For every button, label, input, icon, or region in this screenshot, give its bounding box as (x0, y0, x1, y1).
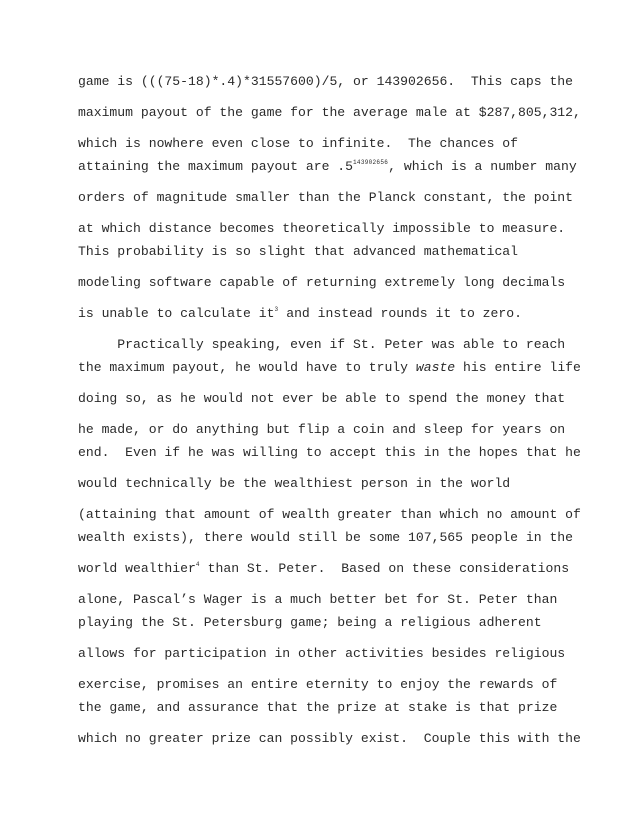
text-line-9 (78, 304, 578, 324)
text-run: his entire life (455, 360, 581, 375)
text-run: is unable to calculate it (78, 306, 275, 321)
text-line-23: the game, and assurance that the prize at stake is that prize (78, 700, 558, 715)
text-line-21: allows for participation in other activities besides religious (78, 646, 566, 661)
text-run: , which is a number many (388, 159, 577, 174)
text-line-3: which is nowhere even close to infinite. The chances of (78, 136, 519, 151)
text-line-13: he made, or do anything but flip a coin and sleep for years on (78, 422, 566, 437)
text-line-8: modeling software capable of returning extremely long decimals (78, 275, 566, 290)
text-line-15: would technically be the wealthiest person in the world (78, 476, 511, 491)
text-line-19: alone, Pascal’s Wager is a much better bet for St. Peter than (78, 592, 558, 607)
text-line-16: (attaining that amount of wealth greater than which no amount of (78, 507, 581, 522)
text-line-22: exercise, promises an entire eternity to enjoy the rewards of (78, 677, 558, 692)
text-run: and instead rounds it to zero. (278, 306, 522, 321)
footnote-superscript: 143902656 (353, 159, 389, 166)
text-line-12: doing so, as he would not ever be able to spend the money that (78, 391, 566, 406)
text-line-20: playing the St. Petersburg game; being a religious adherent (78, 615, 542, 630)
text-line-11 (78, 358, 581, 378)
footnote-superscript: 4 (195, 561, 200, 568)
text-run: the maximum payout, he would have to truly (78, 360, 416, 375)
text-line-4 (78, 157, 578, 177)
text-line-10: Practically speaking, even if St. Peter was able to reach (78, 337, 566, 352)
text-run: attaining the maximum payout are .5 (78, 159, 354, 174)
text-run: world wealthier (78, 561, 196, 576)
text-run: than St. Peter. Based on these considerations (199, 561, 570, 576)
text-line-2: maximum payout of the game for the average male at $287,805,312, (78, 105, 581, 120)
text-line-7: This probability is so slight that advanced mathematical (78, 244, 519, 259)
text-line-18 (78, 559, 578, 579)
text-line-14: end. Even if he was willing to accept this in the hopes that he (78, 445, 581, 460)
text-line-5: orders of magnitude smaller than the Planck constant, the point (78, 190, 574, 205)
text-line-17: wealth exists), there would still be some 107,565 people in the (78, 530, 574, 545)
text-line-24: which no greater prize can possibly exist. Couple this with the (78, 731, 581, 746)
text-line-6: at which distance becomes theoretically impossible to measure. (78, 221, 566, 236)
emphasized-word: waste (415, 360, 456, 375)
footnote-superscript: 3 (274, 306, 279, 313)
text-line-1: game is (((75-18)*.4)*31557600)/5, or 143902656. This caps the (78, 74, 574, 89)
